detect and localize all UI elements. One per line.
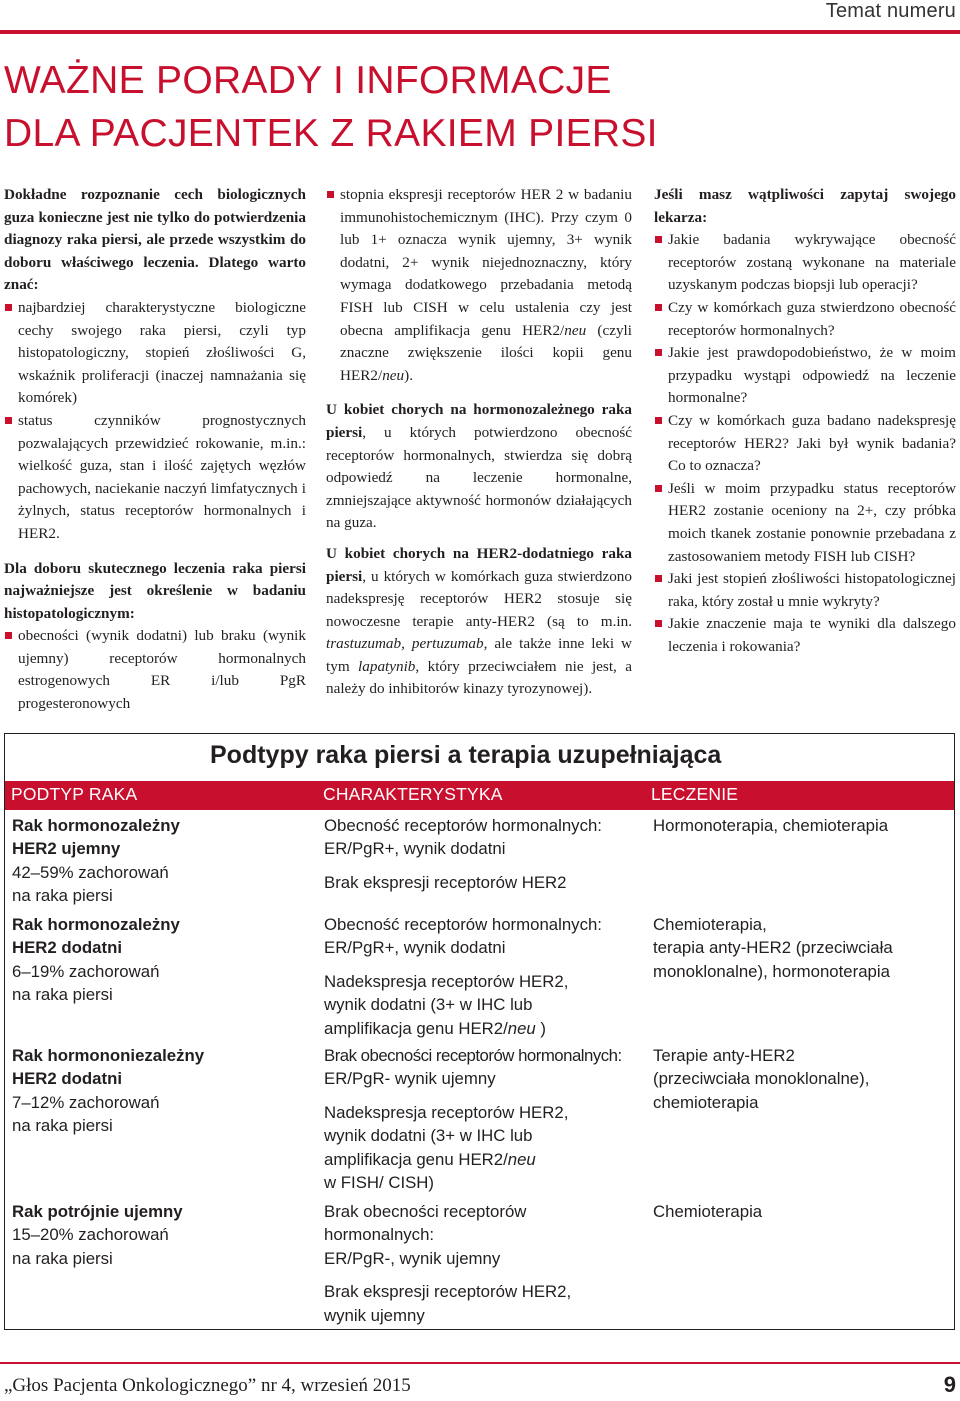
footer-rule xyxy=(0,1362,960,1364)
table-header-characteristics: CHARAKTERYSTYKA xyxy=(323,784,503,804)
table-row-1-treatment: Hormonoterapia, chemioterapia xyxy=(653,816,889,835)
column-2 xyxy=(326,184,632,709)
table-row-4-characteristics: Brak obecności receptorów hormonalnych: ER/PgR-, wynik ujemny Brak ekspresji receptorów HER2, wynik ujemny xyxy=(324,1202,572,1325)
table-row-1-subtype: Rak hormonozależny HER2 ujemny 42–59% zachorowań na raka piersi xyxy=(12,816,180,906)
top-rule xyxy=(0,30,960,34)
table-row-3-subtype: Rak hormononiezależny HER2 dodatni 7–12% zachorowań na raka piersi xyxy=(12,1046,205,1136)
list-item: Jeśli w moim przypadku status receptorów HER2 zostanie oceniony na 2+, czy próbka moich tkanek zostanie ponownie przebadana z zastosowaniem metody FISH lub CISH? xyxy=(654,478,956,568)
table-header-subtype: PODTYP RAKA xyxy=(11,784,138,804)
table-row-2-subtype: Rak hormonozależny HER2 dodatni 6–19% zachorowań na raka piersi xyxy=(12,915,180,1005)
list-item: najbardziej charakterystyczne biologiczne cechy swojego raka piersi, czyli typ histopatologiczny, stopień złośliwości G, wskaźnik proliferacji (inaczej namnażania się komórek) xyxy=(4,297,306,410)
table-header-row xyxy=(5,781,954,810)
table-row-2-treatment: Chemioterapia, terapia anty-HER2 (przeciwciała monoklonalne), hormonoterapia xyxy=(653,915,893,981)
table-row-3-treatment: Terapie anty-HER2 (przeciwciała monoklonalne), chemioterapia xyxy=(653,1046,870,1112)
table-row-4-treatment: Chemioterapia xyxy=(653,1202,763,1221)
col2-paragraph-2: U kobiet chorych na HER2-dodatniego raka piersi, u których w komórkach guza stwierdzono nadekspresję receptorów HER2 stosuje się nowoczesne terapie anty-HER2 (są to m.in. trastuzumab, pertuzumab, ale także inne leki w tym lapatynib, który przeciwciałem nie jest, a należy do inhibitorów kinazy tyrozynowej). xyxy=(326,544,632,698)
col1-bullets-2 xyxy=(4,625,306,715)
list-item: stopnia ekspresji receptorów HER 2 w badaniu immunohistochemicznym (IHC). Przy czym 0 lub 1+ oznacza wynik ujemny, 3+ wynik dodatni, 2+ wynik niejednoznaczny, który wymaga dodatkowego przebadania metodą FISH lub CISH w celu ustalenia czy jest obecna amplifikacja genu HER2/neu (czyli znaczne zwiększenie ilości kopii genu HER2/neu). xyxy=(326,184,632,387)
table-row-1-characteristics: Obecność receptorów hormonalnych: ER/PgR+, wynik dodatni Brak ekspresji receptorów HER2 xyxy=(324,816,602,892)
table-row-2-characteristics: Obecność receptorów hormonalnych: ER/PgR+, wynik dodatni Nadekspresja receptorów HER2, wynik dodatni (3+ w IHC lub amplifikacja genu HER2/neu ) xyxy=(324,915,602,1038)
list-item: Czy w komórkach guza badano nadekspresję receptorów HER2? Jaki był wynik badania? Co to oznacza? xyxy=(654,410,956,478)
col2-paragraph-1: U kobiet chorych na hormonozależnego raka piersi, u których potwierdzono obecność receptorów hormonalnych, stwierdza się dobrą odpowiedź na leczenie hormonalne, zmniejszające aktywność hormonów działających na guza. xyxy=(326,401,632,532)
title-line-2: DLA PACJENTEK Z RAKIEM PIERSI xyxy=(4,112,658,155)
publication-info: „Głos Pacjenta Onkologicznego” nr 4, wrzesień 2015 xyxy=(4,1375,411,1396)
list-item: Jakie znaczenie maja te wyniki dla dalszego leczenia i rokowania? xyxy=(654,613,956,658)
table-row-4-subtype: Rak potrójnie ujemny 15–20% zachorowań na raka piersi xyxy=(12,1202,183,1268)
col2-bullets xyxy=(326,184,632,387)
col1-bullets-1 xyxy=(4,297,306,546)
list-item: obecności (wynik dodatni) lub braku (wynik ujemny) receptorów hormonalnych estrogenowych ER i/lub PgR progesteronowych xyxy=(4,625,306,715)
list-item: Jaki jest stopień złośliwości histopatologicznej raka, który został u mnie wykryty? xyxy=(654,568,956,613)
table-header-treatment: LECZENIE xyxy=(651,784,739,804)
column-3 xyxy=(654,184,956,666)
questions-list xyxy=(654,229,956,658)
list-item: Czy w komórkach guza stwierdzono obecność receptorów hormonalnych? xyxy=(654,297,956,342)
page-number: 9 xyxy=(943,1372,956,1397)
list-item: Jakie jest prawdopodobieństwo, że w moim przypadku wystąpi odpowiedź na leczenie hormonalne? xyxy=(654,342,956,410)
list-item: Jakie badania wykrywające obecność receptorów zostaną wykonane na materiale uzyskanym podczas biopsji lub operacji? xyxy=(654,229,956,297)
list-item: status czynników prognostycznych pozwalających przewidzieć rokowanie, m.in.: wielkość guza, stan i ilość zajętych węzłów pachowych, naciekanie naczyń limfatycznych i żylnych, status receptorów hormonalnych i HER2. xyxy=(4,410,306,546)
article-title xyxy=(4,54,944,160)
table-title: Podtypy raka piersi a terapia uzupełniająca xyxy=(210,741,722,769)
title-line-1: WAŻNE PORADY I INFORMACJE xyxy=(4,59,612,102)
section-label: Temat numeru xyxy=(825,0,956,22)
col1-intro-2: Dla doboru skutecznego leczenia raka piersi najważniejsze jest określenie w badaniu histopatologicznym: xyxy=(4,559,306,622)
col1-intro: Dokładne rozpoznanie cech biologicznych guza konieczne jest nie tylko do potwierdzenia diagnozy raka piersi, ale przede wszystkim do doboru właściwego leczenia. Dlatego warto znać: xyxy=(4,186,306,294)
column-1 xyxy=(4,184,306,724)
col3-intro: Jeśli masz wątpliwości zapytaj swojego lekarza: xyxy=(654,186,956,226)
table-row-3-characteristics: Brak obecności receptorów hormonalnych: ER/PgR- wynik ujemny Nadekspresja receptorów HER2, wynik dodatni (3+ w IHC lub amplifikacja genu HER2/neu w FISH/ CISH) xyxy=(324,1046,622,1193)
